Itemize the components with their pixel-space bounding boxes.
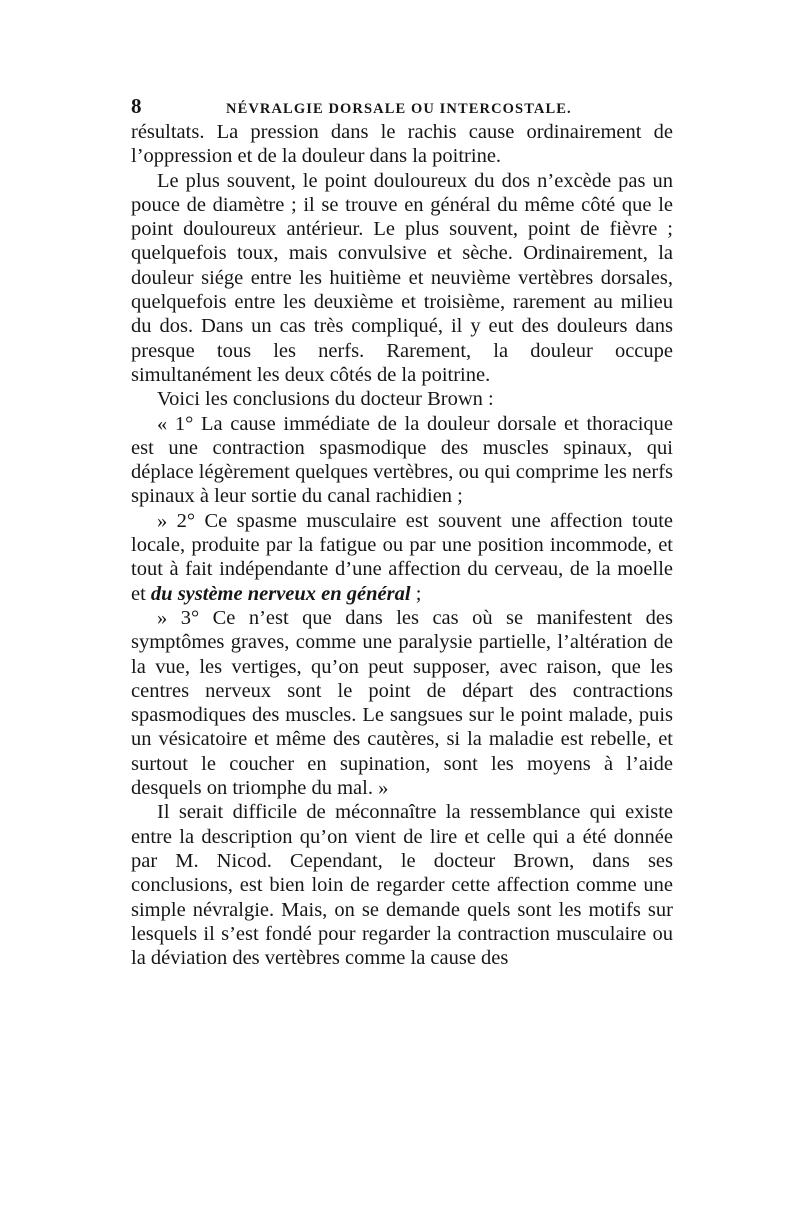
paragraph-final: Il serait difficile de méconnaître la ressemblance qui existe entre la description qu’on vient de lire et celle qui a été donnée par M. Nicod. Cependant, le docteur Brown, dans ses conclusions, est bien loin de regarder cette affection comme une simple névralgie. Mais, on se demande quels sont les motifs sur lesquels il s’est fondé pour regarder la contraction musculaire ou la déviation des vertèbres comme la cause des — [131, 801, 673, 970]
paragraph-2: Le plus souvent, le point douloureux du dos n’excède pas un pouce de diamètre ; il se trouve en général du même côté que le point douloureux antérieur. Le plus souvent, point de fièvre ; quelquefois toux, mais convulsive et sèche. Ordinairement, la douleur siége entre les huitième et neuvième vertèbres dorsales, quelquefois entre les deuxième et troisième, rarement au milieu du dos. Dans un cas très compliqué, il y eut des douleurs dans presque tous les nerfs. Rarement, la douleur occupe simultanément les deux côtés de la poitrine. — [131, 169, 673, 386]
body-text — [131, 120, 673, 970]
conclusion-2-end: ; — [410, 582, 422, 605]
conclusion-2-emphasis: du système nerveux en général — [150, 582, 411, 605]
book-page — [131, 94, 673, 970]
conclusion-1: « 1° La cause immédiate de la douleur dorsale et thoracique est une contraction spasmodique des muscles spinaux, qui déplace légèrement quelques vertèbres, ou qui comprime les nerfs spinaux à leur sortie du canal rachidien ; — [131, 412, 673, 508]
paragraph-3: Voici les conclusions du docteur Brown : — [157, 388, 494, 411]
running-title: NÉVRALGIE DORSALE OU INTERCOSTALE. — [226, 101, 572, 117]
conclusion-3: » 3° Ce n’est que dans les cas où se manifestent des symptômes graves, comme une paralysie partielle, l’altération de la vue, les vertiges, qu’on peut supposer, avec raison, que les centres nerveux sont le point de départ des contractions spasmodiques des muscles. Le sangsues sur le point malade, puis un vésicatoire et même des cautères, si la maladie est rebelle, et surtout le coucher en supination, sont les moyens à l’aide desquels on triomphe du mal. » — [131, 606, 673, 800]
conclusion-2 — [131, 509, 673, 606]
page-number: 8 — [131, 94, 142, 118]
paragraph-1: résultats. La pression dans le rachis cause ordinairement de l’oppression et de la douleur dans la poitrine. — [131, 121, 673, 168]
conclusion-2-text: » 2° Ce spasme musculaire est souvent une affection toute locale, produite par la fatigue ou par une position incommode, et tout à fait indépendante d’une affection du cerveau, de la moelle et — [131, 509, 673, 605]
running-head — [131, 94, 673, 120]
